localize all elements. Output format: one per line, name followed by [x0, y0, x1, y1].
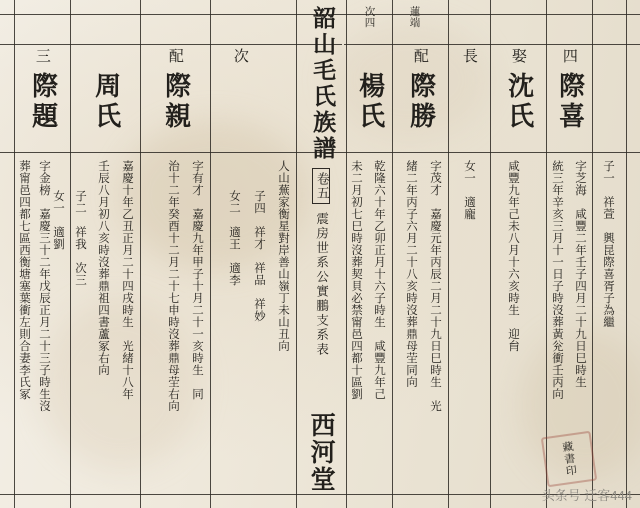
text-column-14 — [162, 160, 186, 412]
text-column-2 — [570, 160, 592, 388]
text-column-17 — [70, 190, 92, 286]
text-column-8 — [368, 160, 392, 400]
rule-v-12 — [626, 0, 627, 508]
rank-top-4 — [392, 48, 448, 65]
rule-top-inner — [344, 44, 640, 45]
column-text: 壬辰八月初八亥時沒葬鼎祖四書蘆冢右向 — [97, 160, 112, 376]
rank-text: 配 — [411, 48, 430, 65]
text-column-11 — [248, 190, 272, 322]
name-text: 楊氏 — [354, 72, 385, 132]
rank-text: 四 — [560, 48, 579, 65]
rule-v-8 — [448, 0, 449, 508]
text-column-7 — [400, 160, 424, 388]
rank-text: 配 — [166, 48, 185, 65]
rank-left-1 — [14, 48, 70, 65]
rule-v-5 — [296, 0, 297, 508]
name-text: 蓮端 — [408, 6, 421, 28]
column-text: 字芝海 咸豐二年壬子四月二十九日巳時生 — [574, 160, 589, 388]
hall-name-text: 西河堂 — [307, 412, 337, 493]
column-text: 治十二年癸酉十二月二十七申時沒葬鼎母茔右向 — [167, 160, 182, 412]
column-text: 咸豐九年己未八月十六亥時生 迎䏍 — [507, 160, 522, 352]
name-cell-ji-sheng — [392, 72, 448, 152]
column-text: 子二 祥我 次三 — [74, 190, 89, 286]
name-cell-yang-shi — [346, 72, 392, 152]
column-text: 女二 適王 適李 — [228, 190, 243, 286]
name-text: 次四 — [363, 6, 376, 28]
column-text: 字金榜 嘉慶三十二年戊辰正月二十三子時生沒 — [38, 160, 53, 412]
volume-marker — [306, 168, 336, 204]
name-cell-ji-xi — [546, 72, 592, 152]
rule-v-4 — [210, 0, 211, 508]
name-cell-lian-duan-name — [392, 6, 436, 28]
column-text: 字有才 嘉慶九年甲子十月二十一亥時生 同 — [191, 160, 206, 400]
rank-top-2 — [490, 48, 546, 65]
rank-top-3 — [448, 48, 490, 65]
column-text: 女一 適劉 — [52, 190, 67, 250]
name-text: 際喜 — [554, 72, 585, 132]
column-text: 子一 祥萱 興昆際喜胥子為繼 — [602, 160, 617, 328]
text-column-10 — [272, 160, 296, 352]
text-column-9 — [346, 160, 368, 400]
rank-top-1 — [546, 48, 592, 65]
column-text: 統三年辛亥三月十一日子時沒葬黃兊衝壬丙向 — [551, 160, 566, 400]
rule-header-mid — [0, 44, 342, 45]
name-cell-shen-shi — [490, 72, 546, 152]
text-column-16 — [92, 160, 116, 376]
name-cell-zhou-shi — [70, 72, 140, 152]
watermark: 头条号 迁客444 — [541, 488, 632, 503]
column-text: 葬甯邑四都七區西衡塘塞葉衝左則合妻李氏冢 — [18, 160, 33, 400]
rank-left-2 — [140, 48, 210, 65]
column-text: 子四 祥才 祥品 祥妙 — [253, 190, 268, 322]
column-text: 未二月初七巳時沒葬契貝必禁甯邑四都十區劉 — [350, 160, 365, 400]
name-text: 周氏 — [90, 72, 121, 132]
name-text: 際親 — [160, 72, 191, 132]
text-column-15 — [116, 160, 140, 400]
volume-text: 卷五 — [312, 168, 330, 204]
text-column-3 — [546, 160, 570, 400]
text-column-13 — [186, 160, 210, 400]
text-column-12 — [222, 190, 248, 286]
rank-text: 次 — [231, 48, 250, 65]
text-column-5 — [458, 160, 482, 220]
rank-left-3 — [210, 48, 270, 65]
rank-text: 娶 — [509, 48, 528, 65]
rank-text: 長 — [460, 48, 479, 65]
text-column-20 — [14, 160, 36, 400]
column-text: 女一 適龐 — [463, 160, 478, 220]
series-label-text: 震房世系公實鵬支系表 — [314, 212, 330, 357]
name-cell-lian-duan — [346, 6, 392, 28]
column-text: 嘉慶十年乙丑正月二十四戌時生 光緒十八年 — [121, 160, 136, 400]
seal-text: 藏書印 — [560, 440, 579, 478]
text-column-6 — [424, 160, 448, 412]
name-text: 際勝 — [405, 72, 436, 132]
rank-text: 三 — [33, 48, 52, 65]
text-column-19 — [34, 160, 56, 412]
column-text: 人山蕪家衡星對岸善山嶺丁未山丑向 — [277, 160, 292, 352]
name-cell-ji-qin — [140, 72, 210, 152]
hall-name — [298, 412, 344, 493]
seal-stamp — [541, 431, 597, 487]
name-text: 際題 — [27, 72, 58, 132]
name-text: 沈氏 — [503, 72, 534, 132]
column-text: 乾隆六十年乙卯正月十六子時生 咸豐九年己 — [373, 160, 388, 400]
document-title — [300, 6, 344, 162]
text-column-1 — [592, 160, 626, 328]
text-column-4 — [502, 160, 526, 352]
column-text: 字茂才 嘉慶元年丙辰二月二十九日巳時生 光 — [429, 160, 444, 412]
name-cell-ji-ti — [14, 72, 70, 152]
document-title-text: 韶山毛氏族譜 — [309, 6, 337, 162]
column-text: 緒二年丙子六月二十八亥時沒葬鼎母茔同向 — [405, 160, 420, 388]
series-label — [300, 212, 344, 357]
